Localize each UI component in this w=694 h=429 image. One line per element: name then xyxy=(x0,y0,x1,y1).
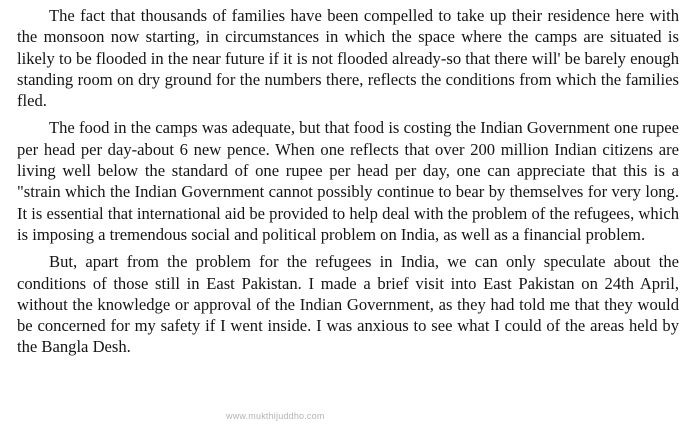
watermark: www.mukthijuddho.com xyxy=(226,411,325,421)
document-page xyxy=(17,5,679,364)
paragraph-3: But, apart from the problem for the refugees in India, we can only speculate about the conditions of those still in East Pakistan. I made a brief visit into East Pakistan on 24th April, without the knowledge or approval of the Indian Government, as they had told me that they would be concerned for my safety if I went inside. I was anxious to see what I could of the areas held by the Bangla Desh. xyxy=(17,252,679,357)
paragraph-2: The food in the camps was adequate, but that food is costing the Indian Government one rupee per head per day-about 6 new pence. When one reflects that over 200 million Indian citizens are living well below the standard of one rupee per head per day, one can appreciate that this is a "strain which the Indian Government cannot possibly continue to bear by themselves for very long. It is essential that international aid be provided to help deal with the problem of the refugees, which is imposing a tremendous social and political problem on India, as well as a financial problem. xyxy=(17,118,679,244)
paragraph-1: The fact that thousands of families have been compelled to take up their residence here with the monsoon now starting, in circumstances in which the space where the camps are situated is likely to be flooded in the near future if it is not flooded already-so that there will' be barely enough standing room on dry ground for the numbers there, reflects the conditions from which the families fled. xyxy=(17,6,679,111)
